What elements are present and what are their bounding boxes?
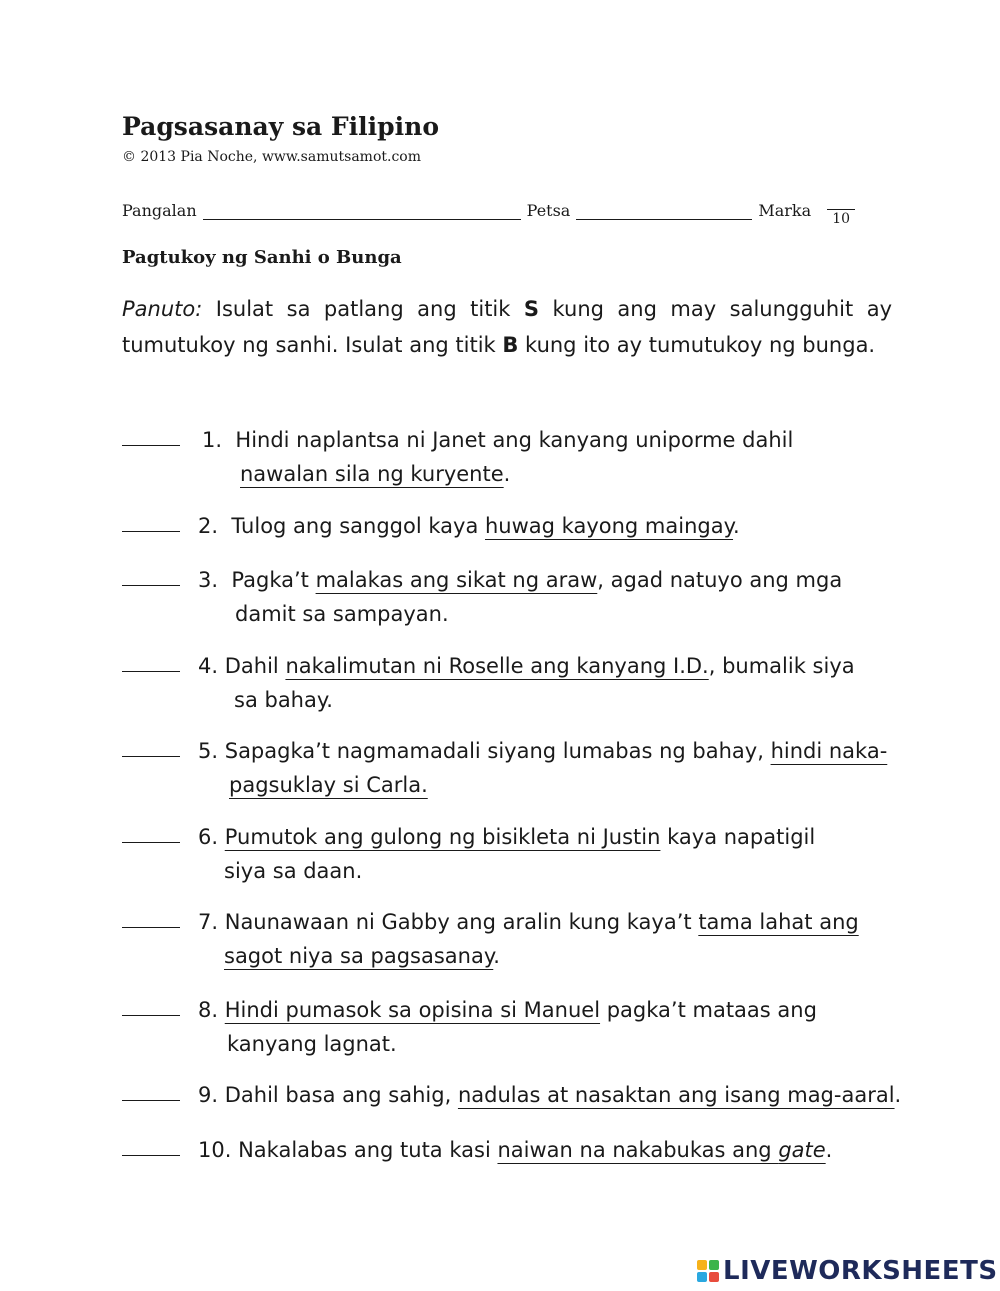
logo-icon xyxy=(697,1260,719,1282)
question-9: 9. Dahil basa ang sahig, nadulas at nasaktan ang isang mag-aaral. xyxy=(122,1078,901,1112)
question-6: 6. Pumutok ang gulong ng bisikleta ni Justin kaya napatigil siya sa daan. xyxy=(122,820,815,888)
date-label: Petsa xyxy=(526,201,571,220)
underlined-phrase: pagsuklay si Carla. xyxy=(229,773,428,797)
answer-blank-3[interactable] xyxy=(122,585,180,586)
underlined-phrase: tama lahat ang xyxy=(698,910,859,934)
underlined-phrase: Pumutok ang gulong ng bisikleta ni Justin xyxy=(224,825,661,849)
question-5: 5. Sapagka’t nagmamadali siyang lumabas ng bahay, hindi naka- pagsuklay si Carla. xyxy=(122,734,887,802)
underlined-phrase: nawalan sila ng kuryente xyxy=(240,462,504,486)
answer-blank-10[interactable] xyxy=(122,1155,180,1156)
question-8: 8. Hindi pumasok sa opisina si Manuel pagka’t mataas ang kanyang lagnat. xyxy=(122,993,817,1061)
answer-blank-9[interactable] xyxy=(122,1100,180,1101)
underlined-phrase: nadulas at nasaktan ang isang mag-aaral xyxy=(457,1083,895,1107)
name-field[interactable] xyxy=(203,201,521,220)
instructions: Panuto: Isulat sa patlang ang titik S kung ang may salungguhit ay tumutukoy ng sanhi. Isulat ang titik B kung ito ay tumutukoy ng bunga. xyxy=(122,297,893,357)
answer-blank-6[interactable] xyxy=(122,842,180,843)
score-field[interactable] xyxy=(827,199,855,210)
question-7: 7. Naunawaan ni Gabby ang aralin kung kaya’t tama lahat ang sagot niya sa pagsasanay. xyxy=(122,905,859,973)
answer-blank-5[interactable] xyxy=(122,756,180,757)
answer-blank-2[interactable] xyxy=(122,531,180,532)
name-label: Pangalan xyxy=(122,201,197,220)
question-1: 1. Hindi naplantsa ni Janet ang kanyang uniporme dahil nawalan sila ng kuryente. xyxy=(122,423,793,491)
question-10: 10. Nakalabas ang tuta kasi naiwan na nakabukas ang gate. xyxy=(122,1133,832,1167)
underlined-phrase: hindi naka- xyxy=(770,739,888,763)
date-field[interactable] xyxy=(576,201,752,220)
student-info-fields xyxy=(122,191,855,227)
logo-text: LIVEWORKSHEETS xyxy=(723,1256,998,1286)
answer-blank-4[interactable] xyxy=(122,671,180,672)
underlined-phrase: nakalimutan ni Roselle ang kanyang I.D. xyxy=(285,654,709,678)
question-2: 2. Tulog ang sanggol kaya huwag kayong maingay. xyxy=(122,509,740,543)
question-4: 4. Dahil nakalimutan ni Roselle ang kanyang I.D., bumalik siya sa bahay. xyxy=(122,649,855,717)
underlined-phrase: sagot niya sa pagsasanay xyxy=(224,944,494,968)
copyright-notice: © 2013 Pia Noche, www.samutsamot.com xyxy=(122,149,421,165)
underlined-phrase: naiwan na nakabukas ang gate xyxy=(497,1138,826,1162)
instructions-lead: Panuto: xyxy=(122,297,203,321)
answer-blank-8[interactable] xyxy=(122,1015,180,1016)
page-title: Pagsasanay sa Filipino xyxy=(122,112,440,141)
answer-blank-1[interactable] xyxy=(122,445,180,446)
underlined-phrase: huwag kayong maingay xyxy=(485,514,734,538)
underlined-phrase: Hindi pumasok sa opisina si Manuel xyxy=(224,998,601,1022)
underlined-phrase: malakas ang sikat ng araw xyxy=(315,568,598,592)
score-total: 10 xyxy=(832,211,851,227)
score-label: Marka xyxy=(758,201,812,220)
question-3: 3. Pagka’t malakas ang sikat ng araw, agad natuyo ang mga damit sa sampayan. xyxy=(122,563,842,631)
score-fraction xyxy=(827,199,855,228)
answer-blank-7[interactable] xyxy=(122,927,180,928)
section-title: Pagtukoy ng Sanhi o Bunga xyxy=(122,247,402,268)
liveworksheets-logo xyxy=(697,1256,998,1286)
